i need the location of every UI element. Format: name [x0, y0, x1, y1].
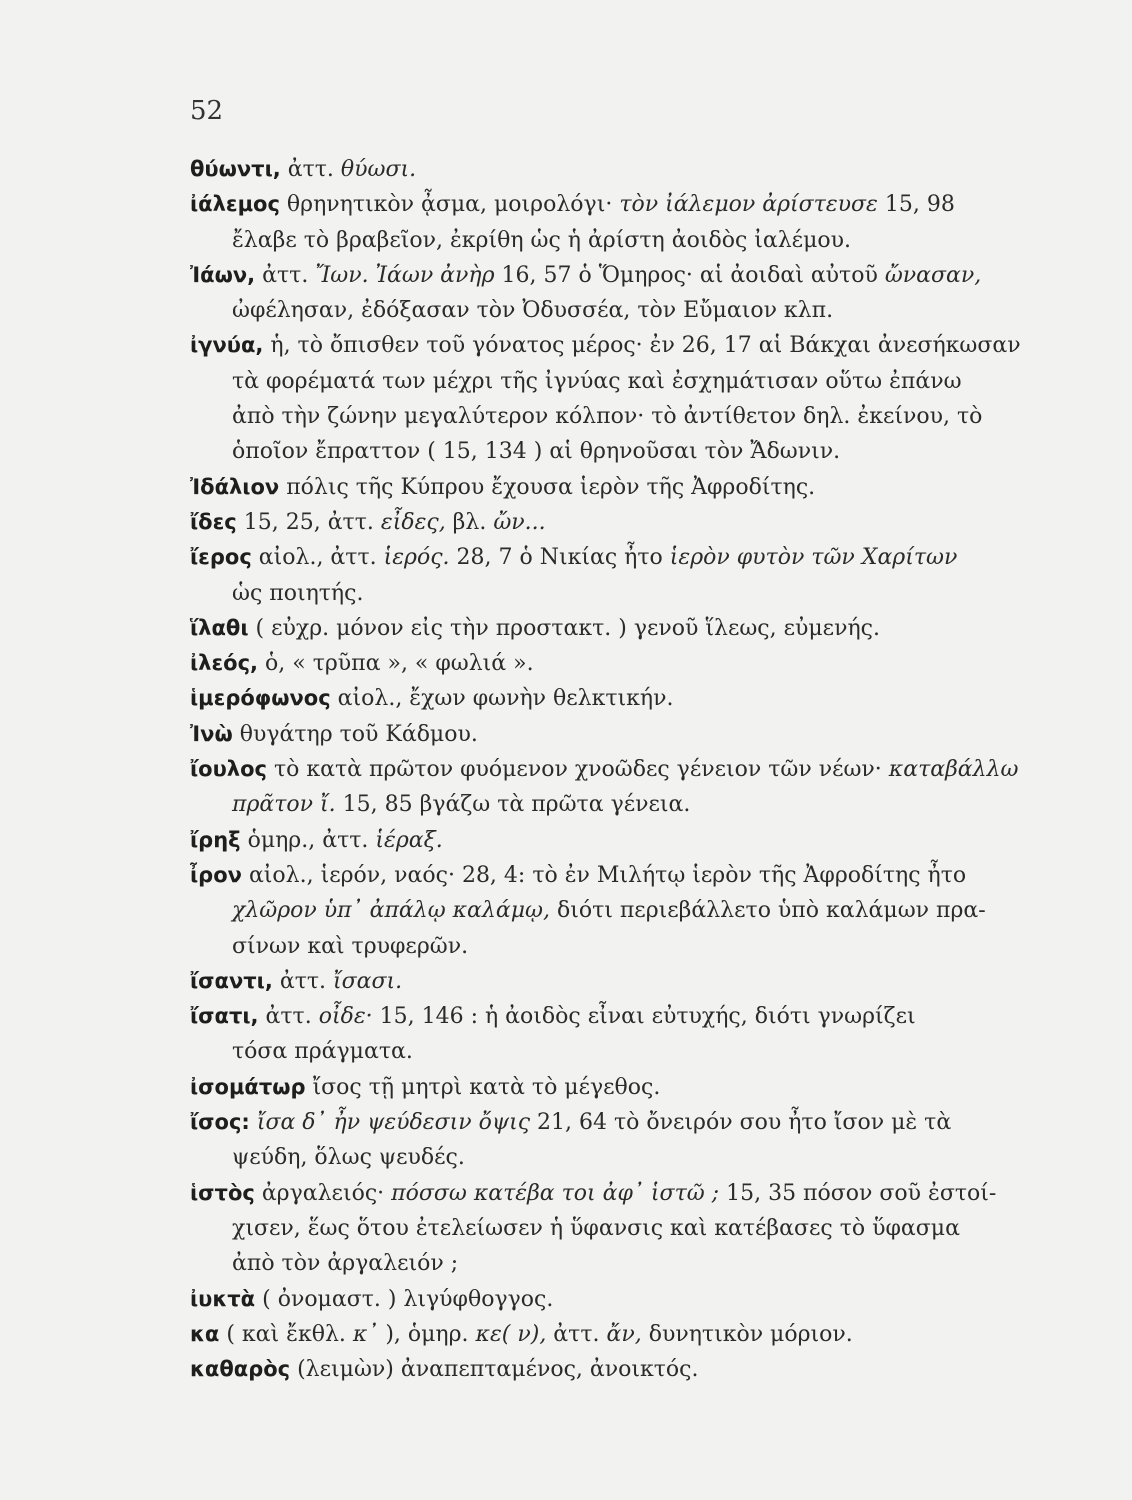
entry-text: 15, 25, ἀττ.	[236, 509, 381, 535]
entry-continuation-line	[190, 787, 1050, 822]
entry-headword: ἴδες	[190, 509, 237, 534]
dictionary-entry	[190, 328, 1050, 469]
italic-text: ἱέραξ.	[375, 827, 443, 853]
entry-continuation-line	[190, 893, 1050, 928]
entry-continuation-line	[190, 364, 1050, 399]
dictionary-entry	[190, 823, 1050, 858]
entry-headword: ἴσατι,	[190, 1004, 259, 1029]
italic-text: θύωσι.	[340, 157, 417, 182]
entry-headword: ἰσομάτωρ	[190, 1074, 306, 1099]
dictionary-entry	[190, 1176, 1050, 1282]
italic-text: κε( ν),	[475, 1321, 547, 1347]
italic-text: ἴσα δ᾽ ἦν ψεύδεσιν ὄψις	[256, 1110, 531, 1136]
entry-text: θυγάτηρ τοῦ Κάδμου.	[232, 721, 478, 747]
entry-text: τὸ κατὰ πρῶτον φυόμενον χνοῶδες γένειον τῶν νέων·	[266, 757, 889, 783]
entry-continuation-line	[190, 1140, 1050, 1175]
italic-text: οἶδε·	[318, 1004, 373, 1030]
entry-text: ὁ, « τρῦπα », « φωλιά ».	[258, 651, 534, 677]
entry-headword: ἰλεός,	[190, 651, 259, 676]
italic-text: πόσσω κατέβα τοι ἀφ᾽ ἱστῶ ;	[391, 1180, 720, 1206]
entry-text: αἰολ., ἀττ.	[251, 545, 384, 571]
entry-text: πόλις τῆς Κύπρου ἔχουσα ἱερὸν τῆς Ἀφροδίτης.	[279, 474, 816, 500]
italic-text: καταβάλλω	[888, 757, 1019, 783]
entry-headword: ἴσαντι,	[190, 968, 273, 993]
entry-continuation-line	[190, 399, 1050, 434]
entry-headword: Ἰδάλιον	[190, 474, 280, 499]
entry-text: ( εὐχρ. μόνον εἰς τὴν προστακτ. ) γενοῦ ἵλεως, εὐμενής.	[248, 615, 880, 641]
entry-text: ἀττ.	[546, 1321, 607, 1347]
entry-headword: καθαρὸς	[190, 1357, 291, 1382]
entry-text: ἀττ.	[258, 1004, 319, 1030]
entry-headword: Ἰνὼ	[190, 721, 233, 746]
entry-text: ( ὀνομαστ. ) λιγύφθογγος.	[255, 1286, 554, 1312]
entry-text: 15, 146 : ἡ ἀοιδὸς εἶναι εὐτυχής, διότι γνωρίζει	[372, 1004, 916, 1030]
entry-text: χισεν, ἕως ὅτου ἐτελείωσεν ἡ ὕφανσις καὶ κατέβασες τὸ ὕφασμα	[232, 1215, 960, 1241]
entry-text: ἀπὸ τὴν ζώνην μεγαλύτερον κόλπον· τὸ ἀντίθετον δηλ. ἐκείνου, τὸ	[232, 404, 983, 430]
entry-headword: ἰυκτὰ	[190, 1286, 256, 1311]
entry-headword: ἰάλεμος	[190, 192, 280, 217]
entry-headword: ἴσος:	[190, 1110, 250, 1135]
entry-headword: ἵλαθι	[190, 615, 249, 640]
entry-text: ὠφέλησαν, ἐδόξασαν τὸν Ὀδυσσέα, τὸν Εὔμαιον κλπ.	[232, 298, 834, 324]
dictionary-entry	[190, 611, 1050, 646]
entry-text: ὁμηρ., ἀττ.	[240, 827, 376, 853]
italic-text: Ἴων. Ἰάων ἀνὴρ	[315, 262, 495, 288]
entry-text: 21, 64 τὸ ὄνειρόν σου ἦτο ἴσον μὲ τὰ	[530, 1110, 952, 1136]
dictionary-entry	[190, 1282, 1050, 1317]
entry-headword: κα	[190, 1321, 220, 1346]
entry-text: ὡς ποιητής.	[232, 580, 364, 606]
entry-headword: ἱμερόφωνος	[190, 686, 331, 711]
entry-continuation-line	[190, 576, 1050, 611]
italic-text: πρᾶτον ἴ.	[232, 792, 336, 818]
entry-text: θρηνητικὸν ᾆσμα, μοιρολόγι·	[279, 192, 620, 218]
entry-text: 16, 57 ὁ Ὅμηρος· αἱ ἀοιδαὶ αὐτοῦ	[494, 262, 885, 288]
dictionary-entry	[190, 964, 1050, 999]
entry-headword: Ἰάων,	[190, 262, 256, 287]
entry-text: βλ.	[445, 509, 494, 535]
dictionary-entries	[190, 152, 1050, 1387]
italic-text: τὸν ἰάλεμον ἀρίστευσε	[619, 192, 878, 218]
entry-text	[250, 1110, 257, 1135]
entry-continuation-line	[190, 1211, 1050, 1246]
entry-continuation-line	[190, 223, 1050, 258]
entry-text: δυνητικὸν μόριον.	[641, 1321, 853, 1347]
entry-text: ὁποῖον ἔπραττον ( 15, 134 ) αἱ θρηνοῦσαι τὸν Ἄδωνιν.	[232, 439, 841, 465]
entry-text: 15, 98	[877, 192, 955, 218]
italic-text: ἄν,	[606, 1321, 642, 1347]
entry-headword: ἴερος	[190, 545, 252, 570]
entry-text: ), ὁμηρ.	[378, 1321, 476, 1347]
dictionary-entry	[190, 152, 1050, 187]
dictionary-entry	[190, 540, 1050, 611]
dictionary-entry	[190, 681, 1050, 716]
entry-text: σίνων καὶ τρυφερῶν.	[232, 933, 469, 959]
entry-text: τόσα πράγματα.	[232, 1039, 413, 1065]
dictionary-entry	[190, 187, 1050, 258]
entry-continuation-line	[190, 1034, 1050, 1069]
entry-text: ( καὶ ἔκθλ.	[219, 1321, 353, 1347]
entry-text: διότι περιεβάλλετο ὑπὸ καλάμων πρα-	[549, 898, 986, 924]
entry-text: ἀργαλειός·	[254, 1180, 392, 1206]
page-number: 52	[190, 96, 224, 126]
dictionary-entry	[190, 258, 1050, 329]
dictionary-entry	[190, 470, 1050, 505]
dictionary-entry	[190, 999, 1050, 1070]
italic-text: ἱερὸν φυτὸν τῶν Χαρίτων	[669, 545, 958, 571]
entry-text: 15, 35 πόσον σοῦ ἐστοί-	[719, 1180, 997, 1206]
dictionary-entry	[190, 1070, 1050, 1105]
italic-text: χλῶρον ὑπ᾽ ἀπάλῳ καλάμῳ,	[232, 898, 550, 924]
italic-text: ὤνασαν,	[884, 262, 982, 288]
entry-text: ψεύδη, ὅλως ψευδές.	[232, 1145, 465, 1171]
dictionary-entry	[190, 1352, 1050, 1387]
italic-text: ἱερός.	[383, 545, 450, 571]
dictionary-entry	[190, 752, 1050, 823]
entry-headword: ἴρηξ	[190, 827, 241, 852]
entry-text: ἴσος τῇ μητρὶ κατὰ τὸ μέγεθος.	[305, 1074, 661, 1100]
dictionary-entry	[190, 646, 1050, 681]
italic-text: εἶδες,	[380, 509, 446, 535]
entry-text: ἀττ.	[272, 968, 334, 994]
entry-continuation-line	[190, 929, 1050, 964]
entry-text: αἰολ., ἔχων φωνὴν θελκτικήν.	[330, 686, 674, 712]
entry-headword: θύωντι,	[190, 157, 281, 181]
entry-text: ἔλαβε τὸ βραβεῖον, ἐκρίθη ὡς ἡ ἀρίστη ἀοιδὸς ἰαλέμου.	[232, 227, 851, 253]
entry-text: ἀττ.	[280, 157, 341, 182]
entry-text: αἰολ., ἱερόν, ναός· 28, 4: τὸ ἐν Μιλήτῳ ἱερὸν τῆς Ἀφροδίτης ἦτο	[241, 862, 967, 888]
italic-text: κ᾽	[352, 1321, 379, 1347]
entry-text: 15, 85 βγάζω τὰ πρῶτα γένεια.	[335, 792, 691, 818]
entry-text: τὰ φορέματά των μέχρι τῆς ἰγνύας καὶ ἐσχημάτισαν οὕτω ἐπάνω	[232, 368, 962, 394]
entry-text: 28, 7 ὁ Νικίας ἦτο	[449, 545, 670, 571]
dictionary-entry	[190, 505, 1050, 540]
entry-headword: ἱστὸς	[190, 1180, 255, 1205]
italic-text: ἴσασι.	[333, 968, 403, 994]
entry-continuation-line	[190, 434, 1050, 469]
entry-text: ἡ, τὸ ὄπισθεν τοῦ γόνατος μέρος· ἐν 26, 17 αἱ Βάκχαι ἀνεσήκωσαν	[263, 333, 1021, 359]
entry-continuation-line	[190, 1246, 1050, 1281]
entry-text: (λειμὼν) ἀναπεπταμένος, ἀνοικτός.	[290, 1357, 699, 1383]
dictionary-entry	[190, 717, 1050, 752]
dictionary-entry	[190, 858, 1050, 964]
entry-text: ἀττ.	[255, 262, 316, 288]
entry-headword: ἴουλος	[190, 757, 267, 782]
entry-headword: ἰγνύα,	[190, 333, 264, 358]
dictionary-entry	[190, 1317, 1050, 1352]
entry-headword: ἶρον	[190, 862, 242, 887]
entry-continuation-line	[190, 293, 1050, 328]
italic-text: ὤν...	[493, 509, 546, 535]
dictionary-entry	[190, 1105, 1050, 1176]
entry-text: ἀπὸ τὸν ἀργαλειόν ;	[232, 1251, 459, 1277]
